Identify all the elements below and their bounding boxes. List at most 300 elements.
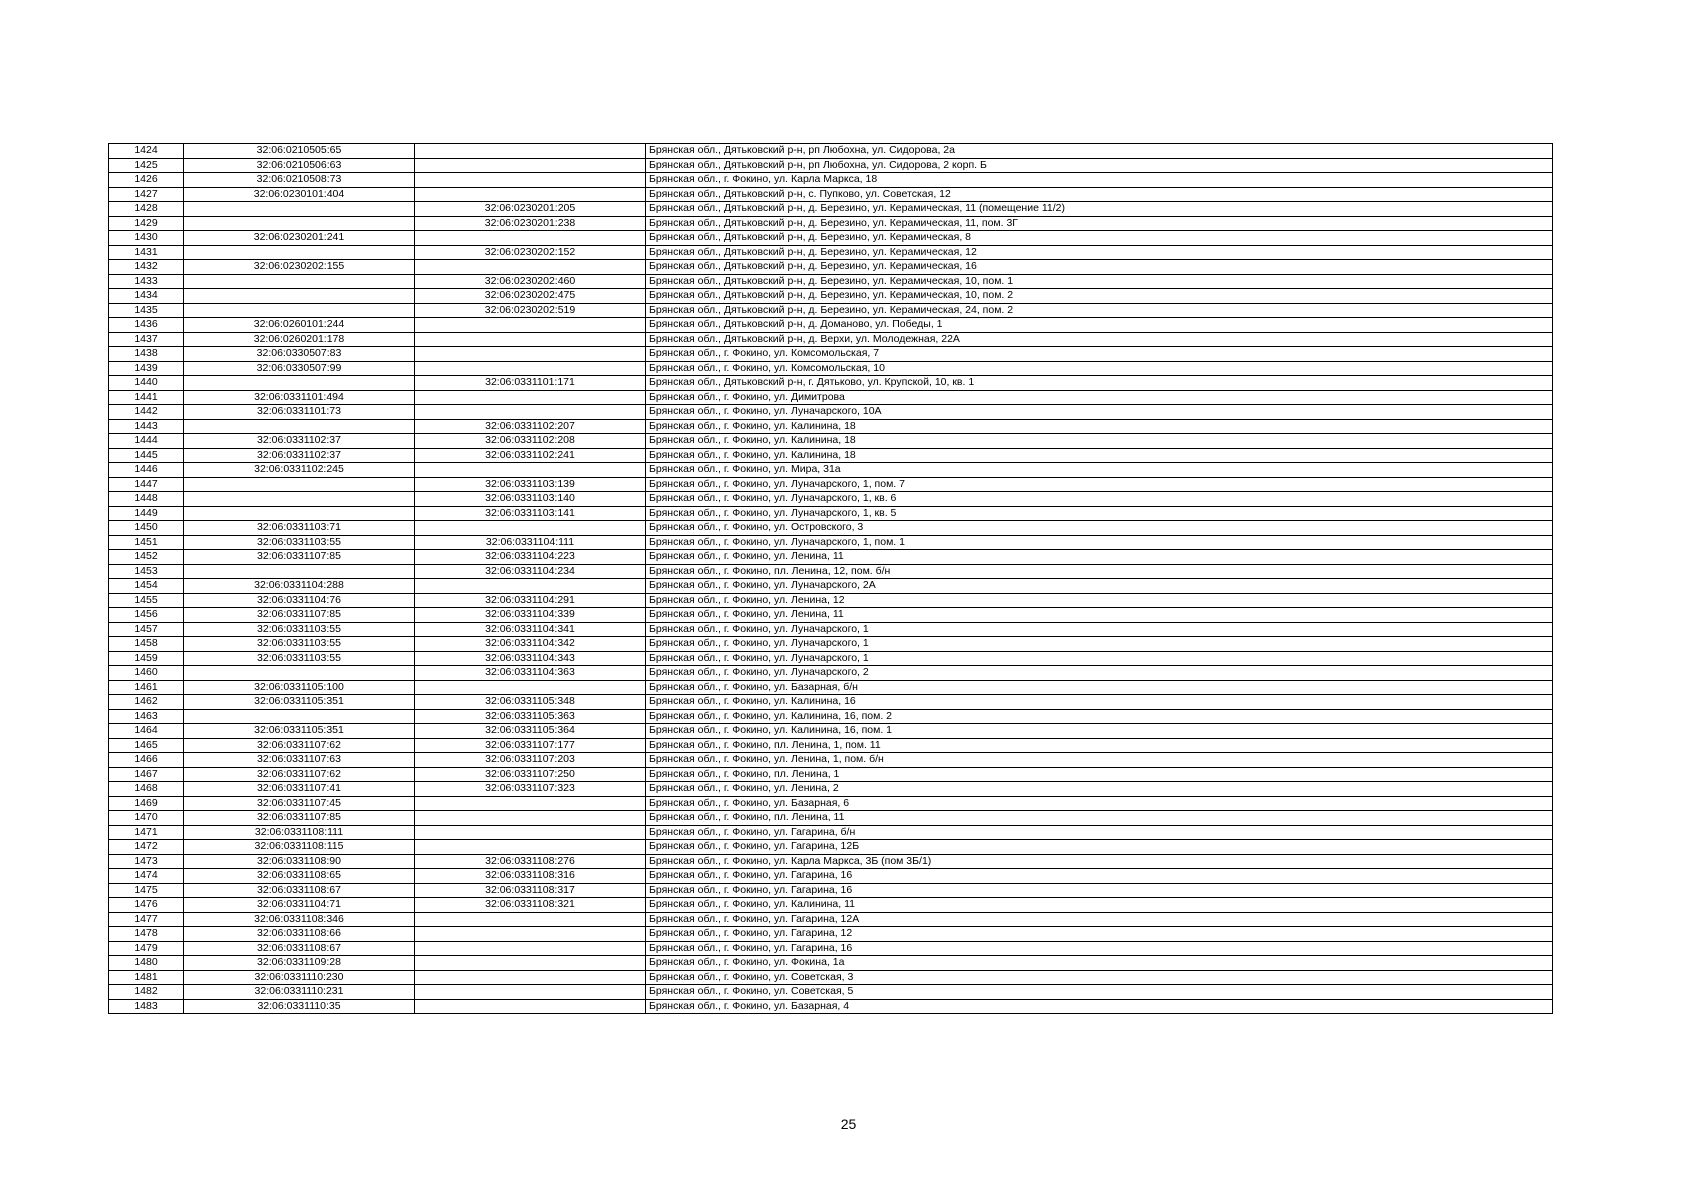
table-row — [109, 419, 1553, 434]
address-cell: Брянская обл., Дятьковский р-н, д. Березино, ул. Керамическая, 8 — [646, 231, 1553, 246]
table-row — [109, 753, 1553, 768]
row-number-cell: 1430 — [109, 231, 184, 246]
table-row — [109, 956, 1553, 971]
row-number-cell: 1439 — [109, 361, 184, 376]
cadastral-number-cell: 32:06:0331108:90 — [184, 854, 415, 869]
object-cadastral-number-cell: 32:06:0331102:207 — [415, 419, 646, 434]
address-cell: Брянская обл., Дятьковский р-н, д. Березино, ул. Керамическая, 10, пом. 2 — [646, 289, 1553, 304]
table-row — [109, 448, 1553, 463]
address-cell: Брянская обл., г. Фокино, ул. Луначарского, 2 — [646, 666, 1553, 681]
object-cadastral-number-cell — [415, 361, 646, 376]
cadastral-number-cell: 32:06:0331108:67 — [184, 883, 415, 898]
row-number-cell: 1455 — [109, 593, 184, 608]
row-number-cell: 1435 — [109, 303, 184, 318]
cadastral-number-cell: 32:06:0331107:85 — [184, 608, 415, 623]
object-cadastral-number-cell: 32:06:0331104:223 — [415, 550, 646, 565]
row-number-cell: 1460 — [109, 666, 184, 681]
object-cadastral-number-cell: 32:06:0331105:348 — [415, 695, 646, 710]
row-number-cell: 1432 — [109, 260, 184, 275]
cadastral-number-cell: 32:06:0331105:351 — [184, 695, 415, 710]
object-cadastral-number-cell — [415, 187, 646, 202]
cadastral-number-cell: 32:06:0331110:230 — [184, 970, 415, 985]
address-cell: Брянская обл., Дятьковский р-н, д. Березино, ул. Керамическая, 10, пом. 1 — [646, 274, 1553, 289]
row-number-cell: 1461 — [109, 680, 184, 695]
object-cadastral-number-cell — [415, 521, 646, 536]
table-row — [109, 695, 1553, 710]
row-number-cell: 1459 — [109, 651, 184, 666]
address-cell: Брянская обл., Дятьковский р-н, рп Любохна, ул. Сидорова, 2 корп. Б — [646, 158, 1553, 173]
row-number-cell: 1468 — [109, 782, 184, 797]
object-cadastral-number-cell: 32:06:0331102:241 — [415, 448, 646, 463]
object-cadastral-number-cell: 32:06:0331108:316 — [415, 869, 646, 884]
cadastral-number-cell: 32:06:0331110:231 — [184, 985, 415, 1000]
object-cadastral-number-cell — [415, 260, 646, 275]
table-row — [109, 434, 1553, 449]
row-number-cell: 1427 — [109, 187, 184, 202]
cadastral-number-cell — [184, 216, 415, 231]
object-cadastral-number-cell: 32:06:0230201:205 — [415, 202, 646, 217]
cadastral-number-cell: 32:06:0210508:73 — [184, 173, 415, 188]
object-cadastral-number-cell: 32:06:0331107:177 — [415, 738, 646, 753]
address-cell: Брянская обл., г. Фокино, ул. Луначарского, 1, кв. 5 — [646, 506, 1553, 521]
object-cadastral-number-cell — [415, 231, 646, 246]
row-number-cell: 1424 — [109, 144, 184, 159]
address-cell: Брянская обл., г. Фокино, ул. Луначарского, 1 — [646, 622, 1553, 637]
table-row — [109, 332, 1553, 347]
registry-table-body — [109, 144, 1553, 1014]
table-row — [109, 303, 1553, 318]
object-cadastral-number-cell — [415, 173, 646, 188]
address-cell: Брянская обл., г. Фокино, ул. Фокина, 1а — [646, 956, 1553, 971]
object-cadastral-number-cell: 32:06:0331107:203 — [415, 753, 646, 768]
object-cadastral-number-cell — [415, 680, 646, 695]
address-cell: Брянская обл., Дятьковский р-н, д. Березино, ул. Керамическая, 11, пом. 3Г — [646, 216, 1553, 231]
cadastral-number-cell — [184, 303, 415, 318]
row-number-cell: 1433 — [109, 274, 184, 289]
object-cadastral-number-cell — [415, 796, 646, 811]
table-row — [109, 144, 1553, 159]
cadastral-number-cell: 32:06:0331107:62 — [184, 738, 415, 753]
cadastral-number-cell — [184, 506, 415, 521]
address-cell: Брянская обл., Дятьковский р-н, д. Березино, ул. Керамическая, 12 — [646, 245, 1553, 260]
object-cadastral-number-cell — [415, 405, 646, 420]
object-cadastral-number-cell: 32:06:0331104:341 — [415, 622, 646, 637]
row-number-cell: 1479 — [109, 941, 184, 956]
cadastral-number-cell: 32:06:0331107:63 — [184, 753, 415, 768]
cadastral-number-cell: 32:06:0331103:55 — [184, 622, 415, 637]
table-row — [109, 593, 1553, 608]
cadastral-number-cell: 32:06:0330507:83 — [184, 347, 415, 362]
table-row — [109, 318, 1553, 333]
object-cadastral-number-cell: 32:06:0331107:323 — [415, 782, 646, 797]
object-cadastral-number-cell — [415, 970, 646, 985]
cadastral-number-cell — [184, 202, 415, 217]
cadastral-number-cell: 32:06:0330507:99 — [184, 361, 415, 376]
cadastral-number-cell: 32:06:0210505:65 — [184, 144, 415, 159]
table-row — [109, 709, 1553, 724]
cadastral-number-cell: 32:06:0331104:288 — [184, 579, 415, 594]
row-number-cell: 1463 — [109, 709, 184, 724]
cadastral-number-cell — [184, 419, 415, 434]
address-cell: Брянская обл., г. Фокино, ул. Ленина, 2 — [646, 782, 1553, 797]
row-number-cell: 1446 — [109, 463, 184, 478]
cadastral-number-cell: 32:06:0331102:37 — [184, 448, 415, 463]
page-number: 25 — [840, 1116, 857, 1132]
object-cadastral-number-cell — [415, 811, 646, 826]
cadastral-number-cell: 32:06:0331108:115 — [184, 840, 415, 855]
address-cell: Брянская обл., г. Фокино, ул. Ленина, 1, пом. б/н — [646, 753, 1553, 768]
table-row — [109, 550, 1553, 565]
row-number-cell: 1483 — [109, 999, 184, 1014]
address-cell: Брянская обл., г. Фокино, ул. Комсомольская, 7 — [646, 347, 1553, 362]
address-cell: Брянская обл., г. Фокино, ул. Базарная, 6 — [646, 796, 1553, 811]
table-row — [109, 724, 1553, 739]
address-cell: Брянская обл., Дятьковский р-н, д. Березино, ул. Керамическая, 11 (помещение 11/2) — [646, 202, 1553, 217]
address-cell: Брянская обл., Дятьковский р-н, д. Доманово, ул. Победы, 1 — [646, 318, 1553, 333]
table-row — [109, 361, 1553, 376]
address-cell: Брянская обл., г. Фокино, ул. Гагарина, 16 — [646, 941, 1553, 956]
address-cell: Брянская обл., г. Фокино, ул. Луначарского, 1, пом. 1 — [646, 535, 1553, 550]
row-number-cell: 1428 — [109, 202, 184, 217]
table-row — [109, 187, 1553, 202]
row-number-cell: 1441 — [109, 390, 184, 405]
row-number-cell: 1462 — [109, 695, 184, 710]
row-number-cell: 1429 — [109, 216, 184, 231]
row-number-cell: 1477 — [109, 912, 184, 927]
table-row — [109, 811, 1553, 826]
row-number-cell: 1440 — [109, 376, 184, 391]
address-cell: Брянская обл., Дятьковский р-н, д. Березино, ул. Керамическая, 16 — [646, 260, 1553, 275]
object-cadastral-number-cell: 32:06:0331104:342 — [415, 637, 646, 652]
object-cadastral-number-cell — [415, 144, 646, 159]
object-cadastral-number-cell: 32:06:0331103:139 — [415, 477, 646, 492]
address-cell: Брянская обл., г. Фокино, пл. Ленина, 11 — [646, 811, 1553, 826]
object-cadastral-number-cell: 32:06:0331103:141 — [415, 506, 646, 521]
object-cadastral-number-cell: 32:06:0230202:475 — [415, 289, 646, 304]
cadastral-number-cell: 32:06:0230101:404 — [184, 187, 415, 202]
row-number-cell: 1445 — [109, 448, 184, 463]
cadastral-number-cell: 32:06:0331101:494 — [184, 390, 415, 405]
cadastral-number-cell: 32:06:0331101:73 — [184, 405, 415, 420]
row-number-cell: 1457 — [109, 622, 184, 637]
object-cadastral-number-cell — [415, 912, 646, 927]
row-number-cell: 1437 — [109, 332, 184, 347]
row-number-cell: 1473 — [109, 854, 184, 869]
address-cell: Брянская обл., г. Фокино, ул. Гагарина, 12 — [646, 927, 1553, 942]
address-cell: Брянская обл., г. Фокино, ул. Гагарина, 12Б — [646, 840, 1553, 855]
table-row — [109, 985, 1553, 1000]
object-cadastral-number-cell — [415, 941, 646, 956]
row-number-cell: 1443 — [109, 419, 184, 434]
row-number-cell: 1426 — [109, 173, 184, 188]
address-cell: Брянская обл., г. Фокино, ул. Гагарина, 16 — [646, 869, 1553, 884]
row-number-cell: 1452 — [109, 550, 184, 565]
object-cadastral-number-cell — [415, 158, 646, 173]
table-row — [109, 999, 1553, 1014]
row-number-cell: 1472 — [109, 840, 184, 855]
cadastral-number-cell: 32:06:0331103:55 — [184, 535, 415, 550]
address-cell: Брянская обл., г. Фокино, пл. Ленина, 1, пом. 11 — [646, 738, 1553, 753]
table-row — [109, 883, 1553, 898]
cadastral-number-cell — [184, 709, 415, 724]
row-number-cell: 1478 — [109, 927, 184, 942]
address-cell: Брянская обл., Дятьковский р-н, г. Дятьково, ул. Крупской, 10, кв. 1 — [646, 376, 1553, 391]
row-number-cell: 1425 — [109, 158, 184, 173]
object-cadastral-number-cell: 32:06:0331108:317 — [415, 883, 646, 898]
cadastral-number-cell: 32:06:0331107:62 — [184, 767, 415, 782]
row-number-cell: 1448 — [109, 492, 184, 507]
object-cadastral-number-cell: 32:06:0331104:291 — [415, 593, 646, 608]
object-cadastral-number-cell: 32:06:0331103:140 — [415, 492, 646, 507]
row-number-cell: 1471 — [109, 825, 184, 840]
cadastral-number-cell: 32:06:0331102:245 — [184, 463, 415, 478]
table-row — [109, 158, 1553, 173]
table-row — [109, 477, 1553, 492]
address-cell: Брянская обл., г. Фокино, ул. Карла Маркса, 18 — [646, 173, 1553, 188]
cadastral-number-cell: 32:06:0331107:45 — [184, 796, 415, 811]
row-number-cell: 1431 — [109, 245, 184, 260]
cadastral-number-cell — [184, 245, 415, 260]
object-cadastral-number-cell — [415, 927, 646, 942]
table-row — [109, 506, 1553, 521]
address-cell: Брянская обл., г. Фокино, ул. Луначарского, 2А — [646, 579, 1553, 594]
address-cell: Брянская обл., г. Фокино, ул. Островского, 3 — [646, 521, 1553, 536]
table-row — [109, 767, 1553, 782]
address-cell: Брянская обл., г. Фокино, ул. Ленина, 12 — [646, 593, 1553, 608]
table-row — [109, 564, 1553, 579]
table-row — [109, 825, 1553, 840]
object-cadastral-number-cell: 32:06:0331105:363 — [415, 709, 646, 724]
cadastral-number-cell: 32:06:0331108:346 — [184, 912, 415, 927]
table-row — [109, 898, 1553, 913]
object-cadastral-number-cell — [415, 579, 646, 594]
object-cadastral-number-cell: 32:06:0331108:276 — [415, 854, 646, 869]
object-cadastral-number-cell: 32:06:0331105:364 — [415, 724, 646, 739]
table-row — [109, 782, 1553, 797]
cadastral-number-cell: 32:06:0331102:37 — [184, 434, 415, 449]
address-cell: Брянская обл., г. Фокино, ул. Луначарского, 1, пом. 7 — [646, 477, 1553, 492]
cadastral-number-cell: 32:06:0331108:65 — [184, 869, 415, 884]
address-cell: Брянская обл., г. Фокино, ул. Гагарина, 16 — [646, 883, 1553, 898]
address-cell: Брянская обл., Дятьковский р-н, д. Березино, ул. Керамическая, 24, пом. 2 — [646, 303, 1553, 318]
table-row — [109, 216, 1553, 231]
cadastral-number-cell: 32:06:0331103:55 — [184, 651, 415, 666]
table-row — [109, 941, 1553, 956]
table-row — [109, 405, 1553, 420]
cadastral-number-cell: 32:06:0331108:67 — [184, 941, 415, 956]
table-row — [109, 521, 1553, 536]
table-row — [109, 796, 1553, 811]
cadastral-number-cell: 32:06:0331105:100 — [184, 680, 415, 695]
address-cell: Брянская обл., г. Фокино, ул. Калинина, 16, пом. 1 — [646, 724, 1553, 739]
table-row — [109, 289, 1553, 304]
object-cadastral-number-cell — [415, 390, 646, 405]
table-row — [109, 970, 1553, 985]
address-cell: Брянская обл., г. Фокино, ул. Мира, 31а — [646, 463, 1553, 478]
cadastral-number-cell: 32:06:0331104:76 — [184, 593, 415, 608]
row-number-cell: 1481 — [109, 970, 184, 985]
address-cell: Брянская обл., г. Фокино, пл. Ленина, 1 — [646, 767, 1553, 782]
row-number-cell: 1467 — [109, 767, 184, 782]
object-cadastral-number-cell: 32:06:0331102:208 — [415, 434, 646, 449]
table-row — [109, 202, 1553, 217]
address-cell: Брянская обл., г. Фокино, ул. Комсомольская, 10 — [646, 361, 1553, 376]
address-cell: Брянская обл., г. Фокино, ул. Советская, 5 — [646, 985, 1553, 1000]
object-cadastral-number-cell: 32:06:0331104:339 — [415, 608, 646, 623]
row-number-cell: 1476 — [109, 898, 184, 913]
object-cadastral-number-cell: 32:06:0230201:238 — [415, 216, 646, 231]
address-cell: Брянская обл., г. Фокино, ул. Гагарина, 12А — [646, 912, 1553, 927]
table-row — [109, 854, 1553, 869]
cadastral-number-cell: 32:06:0331105:351 — [184, 724, 415, 739]
object-cadastral-number-cell — [415, 825, 646, 840]
cadastral-number-cell — [184, 274, 415, 289]
address-cell: Брянская обл., г. Фокино, ул. Базарная, б/н — [646, 680, 1553, 695]
address-cell: Брянская обл., Дятьковский р-н, д. Верхи, ул. Молодежная, 22А — [646, 332, 1553, 347]
address-cell: Брянская обл., г. Фокино, ул. Калинина, 16 — [646, 695, 1553, 710]
address-cell: Брянская обл., г. Фокино, ул. Базарная, 4 — [646, 999, 1553, 1014]
address-cell: Брянская обл., г. Фокино, ул. Ленина, 11 — [646, 608, 1553, 623]
row-number-cell: 1480 — [109, 956, 184, 971]
cadastral-number-cell: 32:06:0331104:71 — [184, 898, 415, 913]
address-cell: Брянская обл., г. Фокино, ул. Ленина, 11 — [646, 550, 1553, 565]
table-row — [109, 927, 1553, 942]
object-cadastral-number-cell — [415, 840, 646, 855]
address-cell: Брянская обл., г. Фокино, ул. Калинина, 18 — [646, 419, 1553, 434]
cadastral-number-cell: 32:06:0210506:63 — [184, 158, 415, 173]
address-cell: Брянская обл., г. Фокино, ул. Луначарского, 1, кв. 6 — [646, 492, 1553, 507]
address-cell: Брянская обл., г. Фокино, ул. Калинина, 18 — [646, 434, 1553, 449]
row-number-cell: 1470 — [109, 811, 184, 826]
table-row — [109, 245, 1553, 260]
cadastral-number-cell: 32:06:0331107:41 — [184, 782, 415, 797]
cadastral-number-cell: 32:06:0230201:241 — [184, 231, 415, 246]
table-row — [109, 912, 1553, 927]
table-row — [109, 173, 1553, 188]
table-row — [109, 840, 1553, 855]
row-number-cell: 1442 — [109, 405, 184, 420]
row-number-cell: 1447 — [109, 477, 184, 492]
cadastral-number-cell — [184, 376, 415, 391]
address-cell: Брянская обл., г. Фокино, ул. Калинина, 18 — [646, 448, 1553, 463]
table-row — [109, 637, 1553, 652]
address-cell: Брянская обл., г. Фокино, ул. Гагарина, б/н — [646, 825, 1553, 840]
cadastral-number-cell: 32:06:0331108:111 — [184, 825, 415, 840]
cadastral-number-cell: 32:06:0331103:71 — [184, 521, 415, 536]
row-number-cell: 1465 — [109, 738, 184, 753]
address-cell: Брянская обл., г. Фокино, ул. Калинина, 11 — [646, 898, 1553, 913]
address-cell: Брянская обл., Дятьковский р-н, с. Пупково, ул. Советская, 12 — [646, 187, 1553, 202]
object-cadastral-number-cell — [415, 332, 646, 347]
cadastral-number-cell: 32:06:0331107:85 — [184, 550, 415, 565]
table-row — [109, 535, 1553, 550]
row-number-cell: 1434 — [109, 289, 184, 304]
address-cell: Брянская обл., г. Фокино, ул. Луначарского, 10А — [646, 405, 1553, 420]
row-number-cell: 1451 — [109, 535, 184, 550]
row-number-cell: 1466 — [109, 753, 184, 768]
table-row — [109, 231, 1553, 246]
object-cadastral-number-cell — [415, 318, 646, 333]
cadastral-number-cell: 32:06:0260201:178 — [184, 332, 415, 347]
object-cadastral-number-cell: 32:06:0331104:234 — [415, 564, 646, 579]
cadastral-number-cell: 32:06:0230202:155 — [184, 260, 415, 275]
object-cadastral-number-cell: 32:06:0331104:343 — [415, 651, 646, 666]
cadastral-number-cell: 32:06:0331103:55 — [184, 637, 415, 652]
row-number-cell: 1450 — [109, 521, 184, 536]
table-row — [109, 869, 1553, 884]
object-cadastral-number-cell — [415, 463, 646, 478]
table-row — [109, 492, 1553, 507]
object-cadastral-number-cell: 32:06:0230202:460 — [415, 274, 646, 289]
object-cadastral-number-cell — [415, 956, 646, 971]
table-row — [109, 680, 1553, 695]
address-cell: Брянская обл., г. Фокино, ул. Карла Маркса, 3Б (пом 3Б/1) — [646, 854, 1553, 869]
row-number-cell: 1436 — [109, 318, 184, 333]
address-cell: Брянская обл., г. Фокино, ул. Калинина, 16, пом. 2 — [646, 709, 1553, 724]
table-row — [109, 274, 1553, 289]
address-cell: Брянская обл., г. Фокино, пл. Ленина, 12, пом. б/н — [646, 564, 1553, 579]
cadastral-number-cell — [184, 666, 415, 681]
object-cadastral-number-cell: 32:06:0230202:519 — [415, 303, 646, 318]
address-cell: Брянская обл., г. Фокино, ул. Луначарского, 1 — [646, 651, 1553, 666]
table-row — [109, 608, 1553, 623]
address-cell: Брянская обл., г. Фокино, ул. Луначарского, 1 — [646, 637, 1553, 652]
object-cadastral-number-cell — [415, 999, 646, 1014]
row-number-cell: 1444 — [109, 434, 184, 449]
object-cadastral-number-cell: 32:06:0331104:111 — [415, 535, 646, 550]
object-cadastral-number-cell: 32:06:0230202:152 — [415, 245, 646, 260]
cadastral-number-cell — [184, 492, 415, 507]
object-cadastral-number-cell: 32:06:0331101:171 — [415, 376, 646, 391]
table-row — [109, 347, 1553, 362]
table-row — [109, 738, 1553, 753]
object-cadastral-number-cell — [415, 347, 646, 362]
table-row — [109, 651, 1553, 666]
table-row — [109, 260, 1553, 275]
object-cadastral-number-cell — [415, 985, 646, 1000]
row-number-cell: 1482 — [109, 985, 184, 1000]
registry-table — [108, 143, 1553, 1014]
row-number-cell: 1453 — [109, 564, 184, 579]
cadastral-number-cell: 32:06:0260101:244 — [184, 318, 415, 333]
table-row — [109, 376, 1553, 391]
cadastral-number-cell — [184, 477, 415, 492]
row-number-cell: 1449 — [109, 506, 184, 521]
cadastral-number-cell: 32:06:0331109:28 — [184, 956, 415, 971]
table-row — [109, 579, 1553, 594]
cadastral-number-cell — [184, 289, 415, 304]
row-number-cell: 1469 — [109, 796, 184, 811]
row-number-cell: 1454 — [109, 579, 184, 594]
row-number-cell: 1458 — [109, 637, 184, 652]
address-cell: Брянская обл., г. Фокино, ул. Советская, 3 — [646, 970, 1553, 985]
object-cadastral-number-cell: 32:06:0331108:321 — [415, 898, 646, 913]
object-cadastral-number-cell: 32:06:0331104:363 — [415, 666, 646, 681]
cadastral-number-cell: 32:06:0331110:35 — [184, 999, 415, 1014]
table-row — [109, 390, 1553, 405]
object-cadastral-number-cell: 32:06:0331107:250 — [415, 767, 646, 782]
address-cell: Брянская обл., г. Фокино, ул. Димитрова — [646, 390, 1553, 405]
row-number-cell: 1464 — [109, 724, 184, 739]
row-number-cell: 1456 — [109, 608, 184, 623]
table-row — [109, 666, 1553, 681]
cadastral-number-cell: 32:06:0331107:85 — [184, 811, 415, 826]
table-row — [109, 622, 1553, 637]
cadastral-number-cell: 32:06:0331108:66 — [184, 927, 415, 942]
address-cell: Брянская обл., Дятьковский р-н, рп Любохна, ул. Сидорова, 2а — [646, 144, 1553, 159]
row-number-cell: 1438 — [109, 347, 184, 362]
row-number-cell: 1475 — [109, 883, 184, 898]
